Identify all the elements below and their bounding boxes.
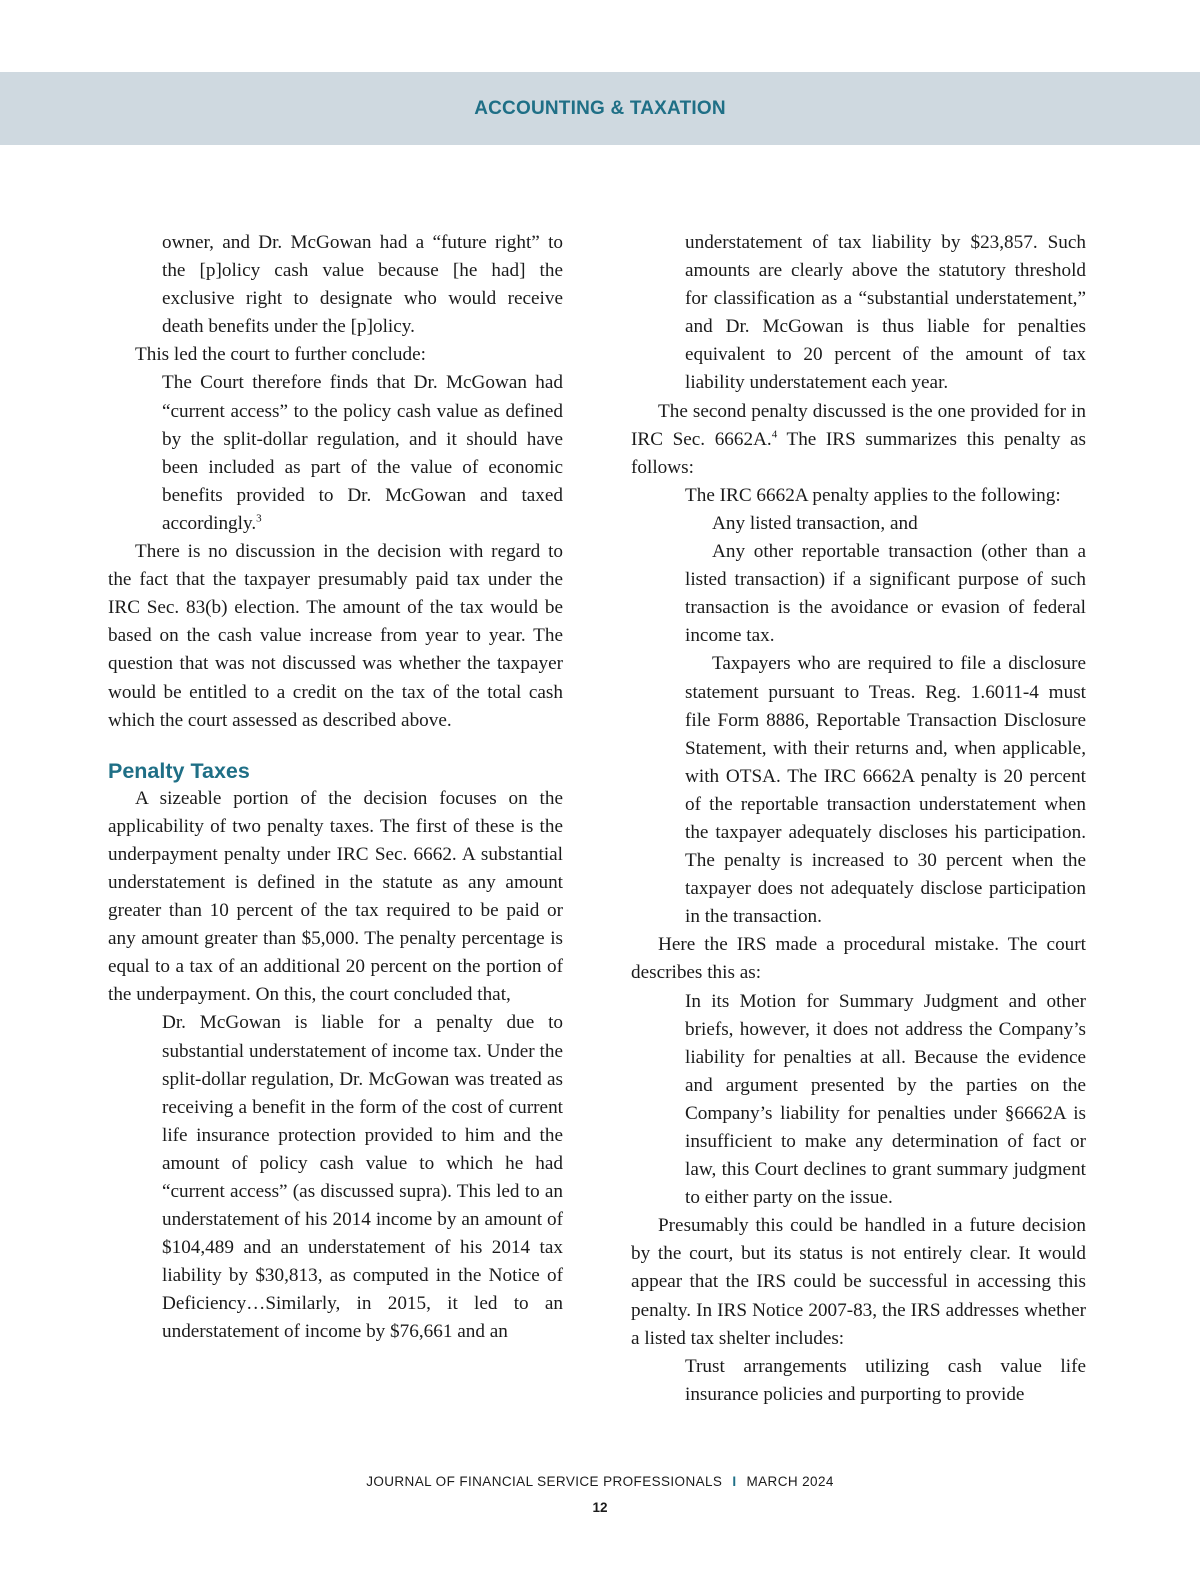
section-title: ACCOUNTING & TAXATION <box>474 98 726 119</box>
block-quote: Dr. McGowan is liable for a penalty due to substantial understatement of income tax. Under the split-dollar regulation, Dr. McGowan was treated as receiving a benefit in the form of the cost of current life insurance protection provided to him and the amount of policy cash value to which he had “current access” (as discussed supra). This led to an understatement of his 2014 income by an amount of $104,489 and an understatement of his 2014 tax liability by $30,813, as computed in the Notice of Deficiency…Similarly, in 2015, it led to an understatement of income by $76,661 and an <box>162 1012 563 1343</box>
footnote-marker: 4 <box>771 428 778 441</box>
section-heading: Penalty Taxes <box>108 758 250 783</box>
paragraph: This led the court to further conclude: <box>135 344 426 366</box>
quote-text: The Court therefore finds that Dr. McGowan had “current access” to the policy cash value as defined by the split-dollar regulation, and it should have been included as part of the value of economic benefits provided to Dr. McGowan and taxed accordingly. <box>162 372 563 534</box>
paragraph-text: The IRS summarizes this penalty as follows: <box>631 428 1086 478</box>
issue-date: MARCH 2024 <box>746 1474 834 1489</box>
block-quote: Trust arrangements utilizing cash value life insurance policies and purporting to provide <box>685 1355 1086 1405</box>
paragraph: Here the IRS made a procedural mistake. The court describes this as: <box>631 934 1086 984</box>
block-quote-item: Any listed transaction, and <box>712 512 918 534</box>
footer-separator: I <box>732 1474 737 1489</box>
block-quote: The IRC 6662A penalty applies to the following: <box>685 484 1061 506</box>
block-quote: Taxpayers who are required to file a disclosure statement pursuant to Treas. Reg. 1.6011-4 must file Form 8886, Reportable Transaction Disclosure Statement, with their returns and, when applicable, with OTSA. The IRC 6662A penalty is 20 percent of the reportable transaction understatement when the taxpayer adequately discloses his participation. The penalty is increased to 30 percent when the taxpayer does not adequately disclose participation in the transaction. <box>685 653 1086 928</box>
paragraph: Presumably this could be handled in a future decision by the court, but its status is not entirely clear. It would appear that the IRS could be successful in accessing this penalty. In IRS Notice 2007-83, the IRS addresses whether a listed tax shelter includes: <box>631 1215 1086 1349</box>
journal-name: JOURNAL OF FINANCIAL SERVICE PROFESSIONALS <box>366 1474 723 1489</box>
paragraph <box>631 398 1086 482</box>
section-header-band <box>0 72 1200 145</box>
footnote-marker: 3 <box>256 512 262 525</box>
block-quote <box>162 369 563 538</box>
page-number: 12 <box>592 1500 608 1515</box>
block-quote: understatement of tax liability by $23,857. Such amounts are clearly above the statutory threshold for classification as a “substantial understatement,” and Dr. McGowan is thus liable for penalties equivalent to 20 percent of the amount of tax liability understatement each year. <box>685 232 1086 394</box>
right-column <box>631 229 1086 1409</box>
block-quote: In its Motion for Summary Judgment and other briefs, however, it does not address the Company’s liability for penalties at all. Because the evidence and argument presented by the parties on the Company’s liability for penalties under §6662A is insufficient to make any determination of fact or law, this Court declines to grant summary judgment to either party on the issue. <box>685 990 1086 1209</box>
block-quote-item: Any other reportable transaction (other than a listed transaction) if a significant purpose of such transaction is the avoidance or evasion of federal income tax. <box>685 541 1086 647</box>
block-quote: owner, and Dr. McGowan had a “future right” to the [p]olicy cash value because [he had] the exclusive right to designate who would receive death benefits under the [p]olicy. <box>162 232 563 338</box>
paragraph-text: The second penalty discussed is the one provided for in IRC Sec. 6662A. <box>631 400 1086 450</box>
left-column <box>108 229 563 1347</box>
paragraph: A sizeable portion of the decision focuses on the applicability of two penalty taxes. The first of these is the underpayment penalty under IRC Sec. 6662. A substantial understatement is defined in the statute as any amount greater than 10 percent of the tax required to be paid or any amount greater than $5,000. The penalty percentage is equal to a tax of an additional 20 percent on the portion of the underpayment. On this, the court concluded that, <box>108 787 563 1006</box>
footer <box>0 1474 1200 1489</box>
paragraph: There is no discussion in the decision with regard to the fact that the taxpayer presumably paid tax under the IRC Sec. 83(b) election. The amount of the tax would be based on the cash value increase from year to year. The question that was not discussed was whether the taxpayer would be entitled to a credit on the tax of the total cash which the court assessed as described above. <box>108 541 563 731</box>
